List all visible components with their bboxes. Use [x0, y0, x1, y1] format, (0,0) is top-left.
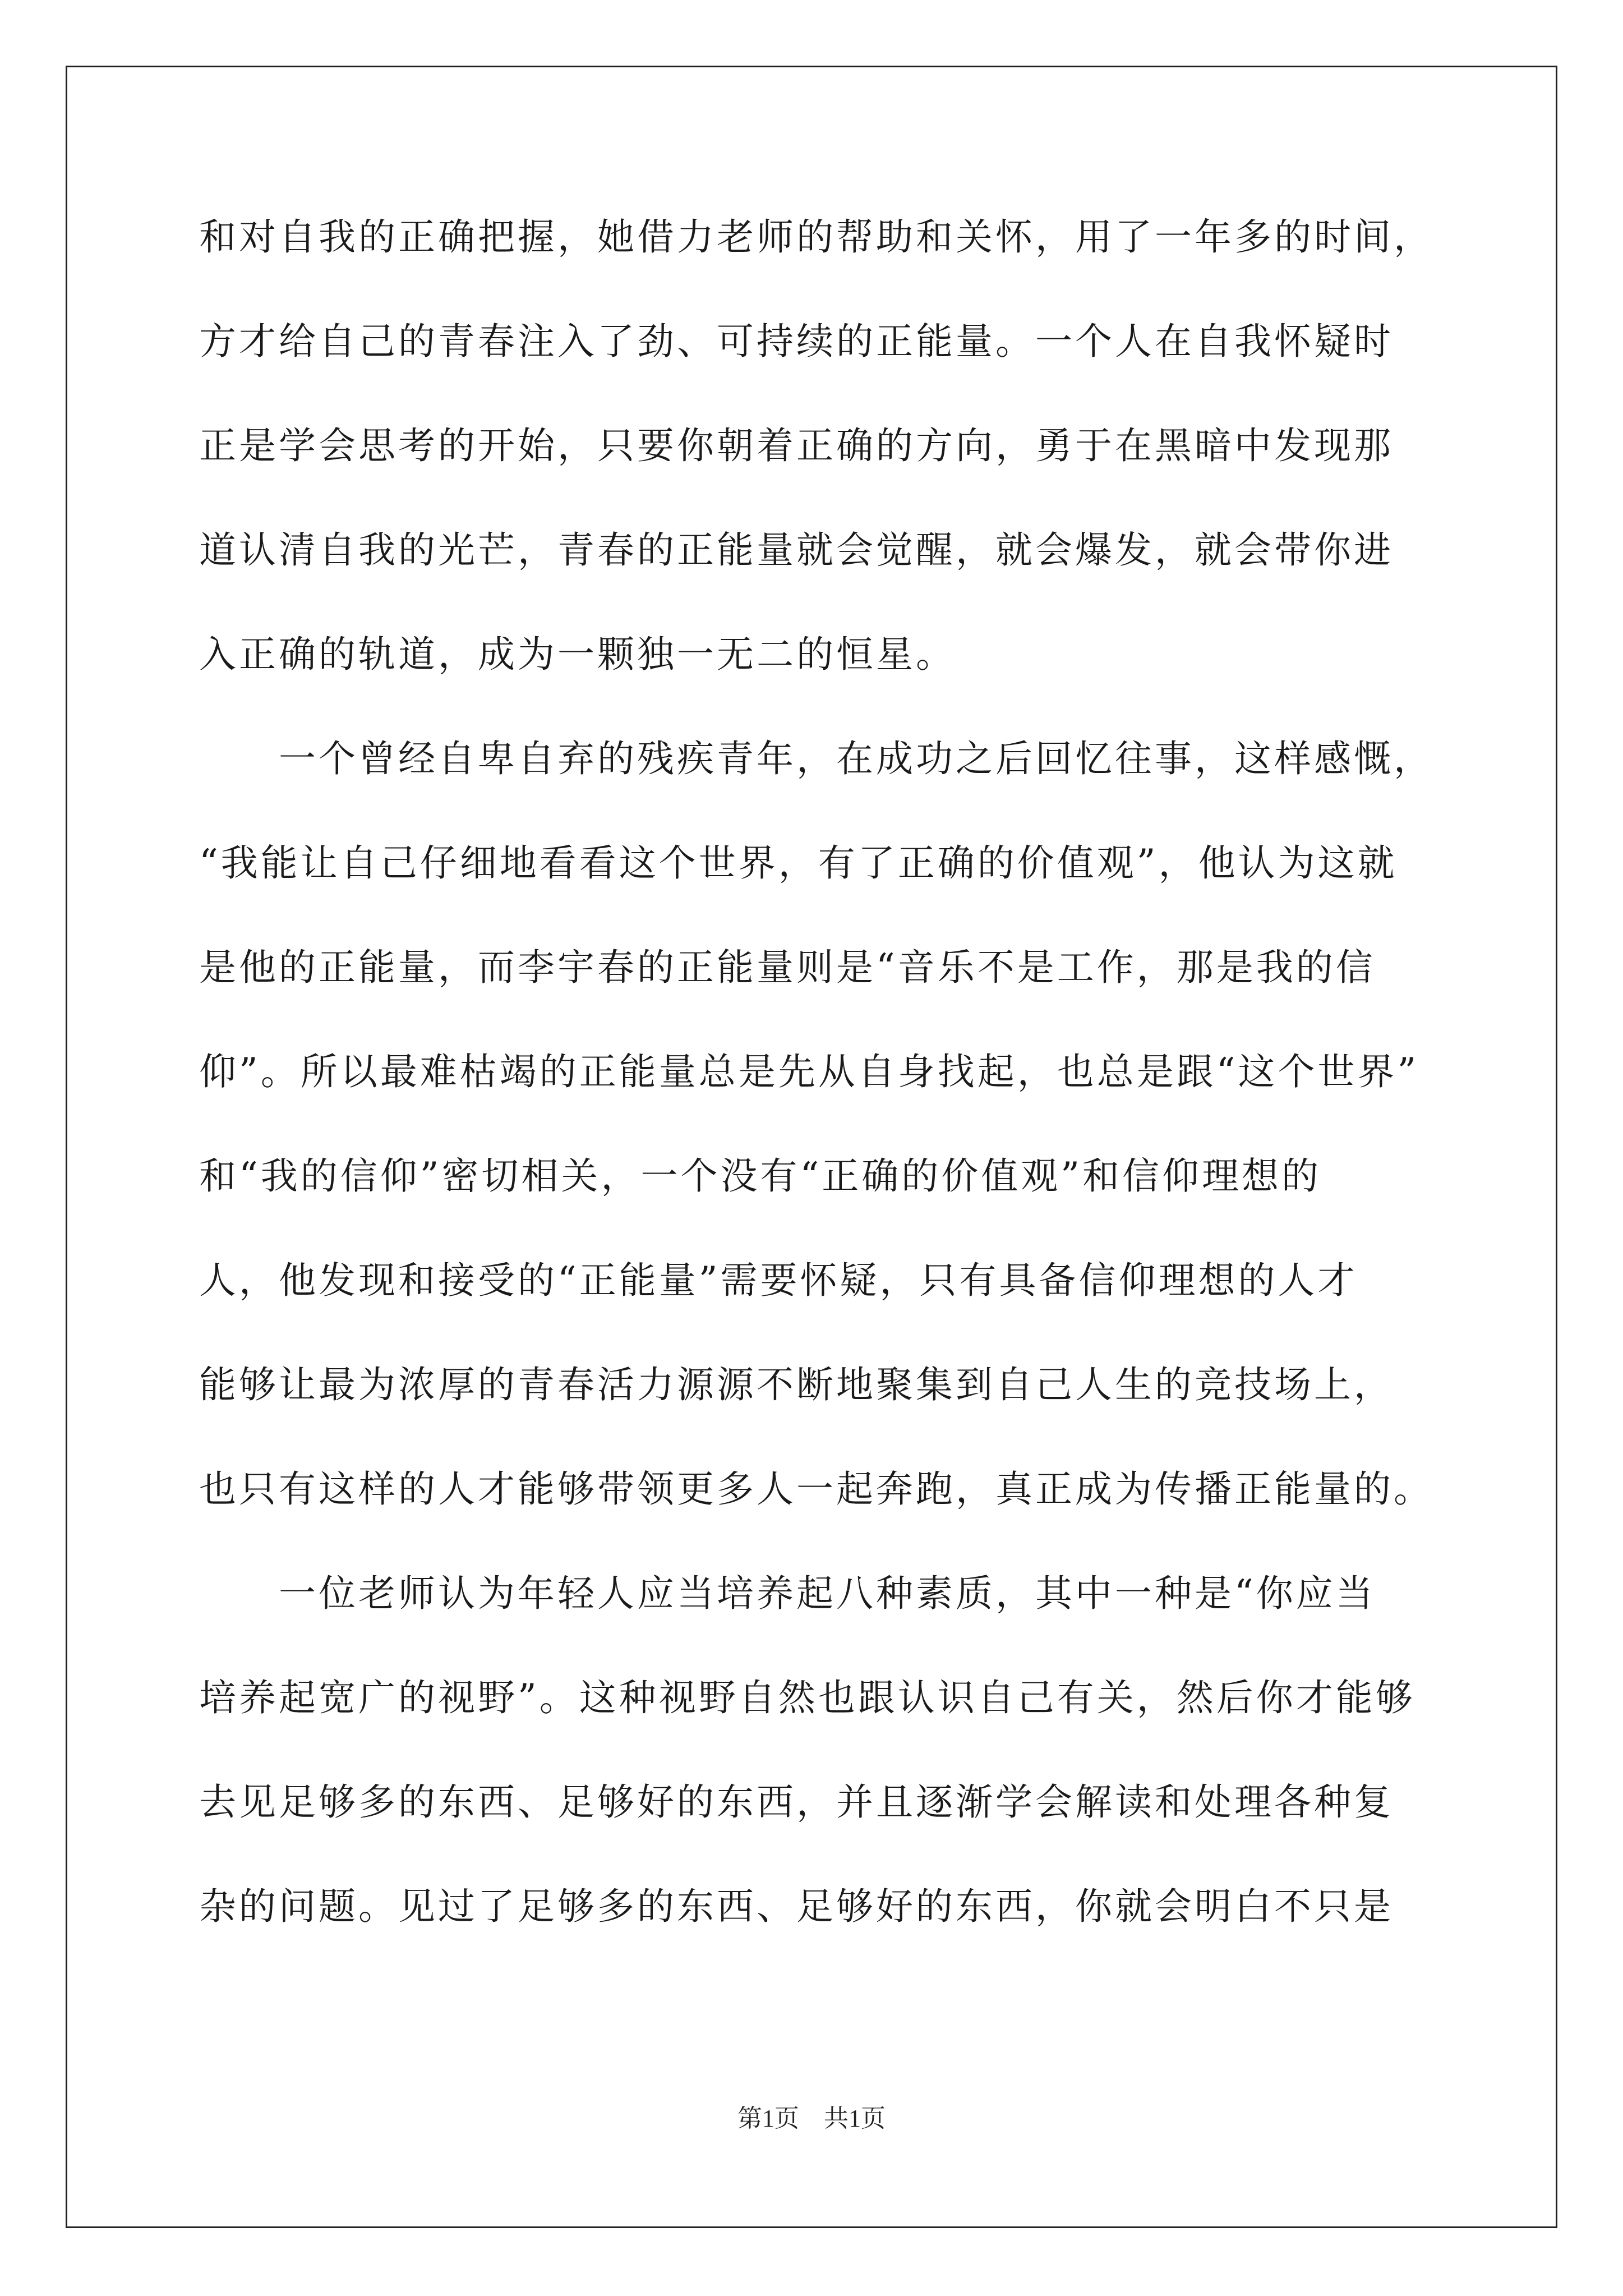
text-line: 入正确的轨道，成为一颗独一无二的恒星。 [199, 633, 956, 676]
page-footer: 第1页 共1页 [737, 2105, 886, 2132]
text-line: 是他的正能量，而李宇春的正能量则是“音乐不是工作，那是我的信 [199, 946, 1376, 989]
text-line: 道认清自我的光芒，青春的正能量就会觉醒，就会爆发，就会带你进 [199, 528, 1394, 572]
text-line: 人，他发现和接受的“正能量”需要怀疑，只有具备信仰理想的人才 [199, 1259, 1358, 1302]
text-line: 一个曾经自卑自弃的残疾青年，在成功之后回忆往事，这样感慨， [199, 737, 1433, 780]
text-line: “我能让自己仔细地看看这个世界，有了正确的价值观”，他认为这就 [199, 841, 1398, 885]
text-line: 培养起宽广的视野”。这种视野自然也跟认识自己有关，然后你才能够 [199, 1676, 1415, 1719]
text-line: 和对自我的正确把握，她借力老师的帮助和关怀，用了一年多的时间， [199, 215, 1433, 259]
text-line: 正是学会思考的开始，只要你朝着正确的方向，勇于在黑暗中发现那 [199, 424, 1394, 467]
document-body [199, 185, 1433, 1959]
text-line: 仰”。所以最难枯竭的正能量总是先从自身找起，也总是跟“这个世界” [199, 1050, 1419, 1093]
text-line: 一位老师认为年轻人应当培养起八种素质，其中一种是“你应当 [199, 1572, 1376, 1615]
text-line: 方才给自己的青春注入了劲、可持续的正能量。一个人在自我怀疑时 [199, 320, 1394, 363]
text-line: 杂的问题。见过了足够多的东西、足够好的东西，你就会明白不只是 [199, 1885, 1394, 1928]
text-line: 去见足够多的东西、足够好的东西，并且逐渐学会解读和处理各种复 [199, 1780, 1394, 1824]
text-line: 和“我的信仰”密切相关，一个没有“正确的价值观”和信仰理想的 [199, 1154, 1321, 1198]
text-line: 能够让最为浓厚的青春活力源源不断地聚集到自己人生的竞技场上， [199, 1363, 1394, 1406]
text-line: 也只有这样的人才能够带领更多人一起奔跑，真正成为传播正能量的。 [199, 1467, 1433, 1511]
